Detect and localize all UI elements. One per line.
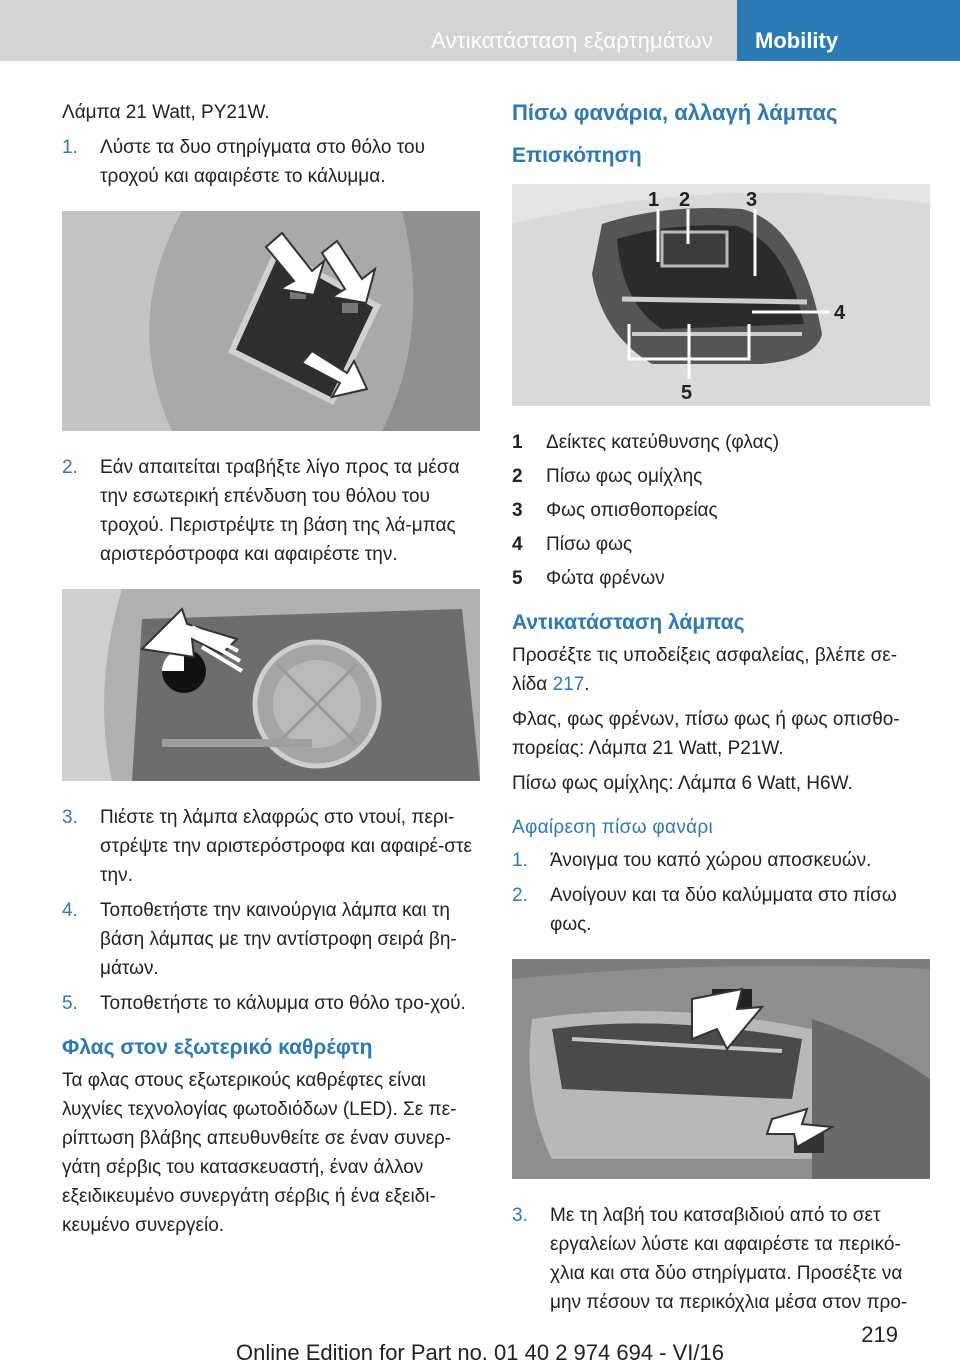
step-number: 5. <box>62 993 78 1014</box>
remove-tail-light-heading: Αφαίρεση πίσω φανάρι <box>512 817 714 838</box>
step-text: Με τη λαβή του κατσαβιδιού από το σετ εργαλείων λύστε και αφαιρέστε τα περικό-χλια και στα δύο στηρίγματα. Προσέξτε να μην πέσουν τα περικόχλια μέσα στον προ- <box>550 1205 908 1313</box>
legend-list <box>512 428 930 593</box>
step-number: 3. <box>62 807 78 828</box>
legend-item <box>512 428 930 457</box>
legend-number: 2 <box>512 466 523 487</box>
legend-item <box>512 496 930 525</box>
step-number: 2. <box>512 885 528 906</box>
section-title: Πίσω φανάρια, αλλαγή λάμπας <box>512 100 838 125</box>
step-number: 1. <box>62 137 78 158</box>
step-text: Τοποθετήστε το κάλυμμα στο θόλο τρο-χού. <box>100 993 466 1014</box>
step-text: Εάν απαιτείται τραβήξτε λίγο προς τα μέσα την εσωτερική επένδυση του θόλου του τροχού. Περιστρέψτε τη βάση της λά-μπας αριστερόστροφα και αφαιρέστε την. <box>100 457 460 565</box>
steps-list-a <box>62 133 480 191</box>
mirror-indicator-heading: Φλας στον εξωτερικό καθρέφτη <box>62 1036 373 1059</box>
step-item <box>62 896 480 983</box>
mirror-indicator-text: Τα φλας στους εξωτερικούς καθρέφτες είναι λυχνίες τεχνολογίας φωτοδιόδων (LED). Σε πε-ρίπτωση βλάβης απευθυνθείτε σε έναν συνερ-γάτη σέρβις του κατασκευαστή, έναν άλλον εξειδικευμένο συνεργάτη σέρβις ή ένα εξειδι-κευμένο συνεργείο. <box>62 1070 457 1236</box>
safety-note <box>512 641 930 699</box>
step-item <box>512 1201 930 1317</box>
step-number: 2. <box>62 457 78 478</box>
wheel-arch-cover-photo <box>62 211 480 431</box>
left-column <box>62 98 480 1246</box>
remove-steps-b <box>512 1201 930 1317</box>
step-text: Λύστε τα δυο στηρίγματα στο θόλο του τροχού και αφαιρέστε το κάλυμμα. <box>100 137 425 187</box>
step-item <box>512 881 930 939</box>
step-item <box>62 453 480 569</box>
legend-item <box>512 564 930 593</box>
step-number: 1. <box>512 850 528 871</box>
figure-number: 4 <box>834 302 846 324</box>
remove-steps-a <box>512 846 930 939</box>
bulb-socket-photo <box>62 589 480 781</box>
figure-number: 1 <box>648 189 660 211</box>
edition-footer: Online Edition for Part no. 01 40 2 974 694 - VI/16 <box>236 1340 724 1365</box>
legend-number: 4 <box>512 534 523 555</box>
safety-note-end: . <box>584 674 590 695</box>
legend-text: Πίσω φως <box>546 534 633 555</box>
bulb-spec-fog: Πίσω φως ομίχλης: Λάμπα 6 Watt, H6W. <box>512 773 853 794</box>
figure-number: 5 <box>681 382 693 404</box>
header-chapter-tab[interactable] <box>737 0 960 61</box>
legend-number: 3 <box>512 500 523 521</box>
trunk-tail-light-photo <box>512 959 930 1179</box>
step-item <box>62 989 480 1018</box>
tail-light-overview-figure <box>512 184 930 406</box>
step-text: Τοποθετήστε την καινούργια λάμπα και τη βάση λάμπας με την αντίστροφη σειρά βη-μάτων. <box>100 900 457 979</box>
header-section-title: Αντικατάσταση εξαρτημάτων <box>431 28 713 53</box>
intro-text: Λάμπα 21 Watt, PY21W. <box>62 102 270 123</box>
legend-text: Πίσω φως ομίχλης <box>546 466 703 487</box>
safety-note-text: Προσέξτε τις υποδείξεις ασφαλείας, βλέπε σε-λίδα <box>512 645 898 695</box>
legend-number: 5 <box>512 568 523 589</box>
step-text: Πιέστε τη λάμπα ελαφρώς στο ντουί, περι-στρέψτε την αριστερόστροφα και αφαιρέ-στε την. <box>100 807 473 886</box>
legend-item <box>512 530 930 559</box>
legend-text: Φως οπισθοπορείας <box>546 500 718 521</box>
header-chapter-title: Mobility <box>755 28 839 53</box>
replace-bulb-heading: Αντικατάσταση λάμπας <box>512 611 745 634</box>
figure-number: 2 <box>679 189 691 211</box>
right-column <box>512 98 930 1323</box>
legend-number: 1 <box>512 432 523 453</box>
step-item <box>62 133 480 191</box>
header-section-bar <box>0 0 737 61</box>
step-number: 4. <box>62 900 78 921</box>
page-number: 219 <box>861 1322 898 1347</box>
step-item <box>512 846 930 875</box>
steps-list-c <box>62 803 480 1018</box>
safety-page-link[interactable]: 217 <box>552 674 585 695</box>
overview-heading: Επισκόπηση <box>512 144 642 167</box>
legend-text: Δείκτες κατεύθυνσης (φλας) <box>546 432 780 453</box>
step-text: Ανοίγουν και τα δύο καλύμματα στο πίσω φως. <box>550 885 897 935</box>
steps-list-b <box>62 453 480 569</box>
legend-text: Φώτα φρένων <box>546 568 665 589</box>
step-number: 3. <box>512 1205 528 1226</box>
legend-item <box>512 462 930 491</box>
figure-number: 3 <box>746 189 758 211</box>
bulb-spec-main: Φλας, φως φρένων, πίσω φως ή φως οπισθο-πορείας: Λάμπα 21 Watt, P21W. <box>512 709 900 759</box>
step-item <box>62 803 480 890</box>
step-text: Άνοιγμα του καπό χώρου αποσκευών. <box>550 850 872 871</box>
